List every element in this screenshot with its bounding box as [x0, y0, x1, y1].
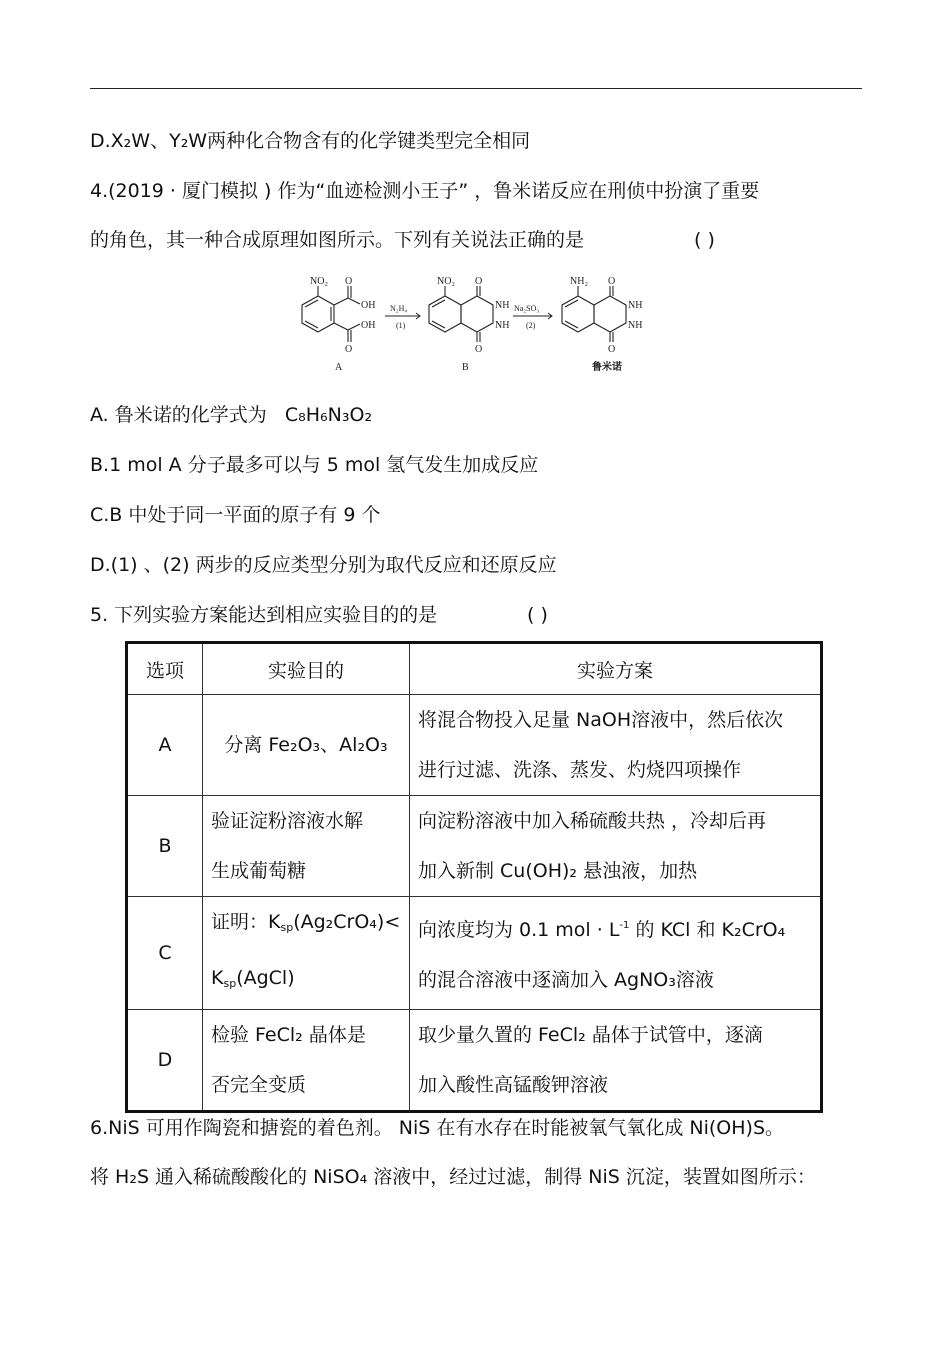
row-plan [410, 695, 822, 796]
question-4-line-1: 4.(2019 · 厦门模拟 ) 作为“血迹检测小王子” ，鲁米诺反应在刑侦中扮演了重要 [90, 180, 760, 202]
row-plan-line: 加入酸性高锰酸钾溶液 [418, 1074, 609, 1096]
luminol-o-top-label: O [608, 276, 616, 287]
row-purpose [203, 1010, 410, 1112]
row-option: C [127, 897, 203, 1010]
a-no2-label: NO₂ [310, 276, 328, 287]
b-nh-top-label: NH [495, 300, 510, 311]
molecule-b [429, 286, 493, 342]
row-plan [410, 796, 822, 897]
label-a: A [335, 362, 343, 373]
option-b: B.1 mol A 分子最多可以与 5 mol 氢气发生加成反应 [90, 454, 539, 476]
row-purpose-line: 生成葡萄糖 [211, 860, 307, 882]
concentration-text: 向浓度均为 0.1 mol · L [418, 919, 620, 941]
row-plan [410, 897, 822, 1010]
header-option: 选项 [127, 643, 203, 695]
row-purpose-line: 否完全变质 [211, 1074, 307, 1096]
table-header-row [127, 643, 822, 695]
a-o-top-label: O [345, 276, 353, 287]
luminol-o-bottom-label: O [608, 344, 616, 355]
question-4-answer-blank: ( ) [694, 229, 715, 251]
a-o-bottom-label: O [345, 344, 353, 355]
table-row [127, 897, 822, 1010]
molecule-a [302, 286, 360, 342]
row-plan-line: 进行过滤、洗涤、蒸发、灼烧四项操作 [418, 759, 742, 781]
question-6-line-1: 6.NiS 可用作陶瓷和搪瓷的着色剂。 NiS 在有水存在时能被氧气氧化成 Ni(OH)S。 [90, 1117, 785, 1139]
option-a [90, 403, 372, 427]
table-row [127, 1010, 822, 1112]
synthesis-scheme [290, 270, 660, 378]
table-row [127, 796, 822, 897]
a-oh-top-label: OH [361, 300, 376, 311]
experiment-table [125, 641, 823, 1113]
row-purpose-line [211, 953, 401, 1009]
row-purpose-line: 检验 FeCl₂ 晶体是 [211, 1024, 366, 1046]
header-plan: 实验方案 [410, 643, 822, 695]
reagent-2: Na₂SO₃ [514, 304, 540, 313]
option-d: D.(1) 、(2) 两步的反应类型分别为取代反应和还原反应 [90, 554, 557, 576]
step-1: (1) [396, 321, 406, 330]
row-purpose [203, 796, 410, 897]
row-option: A [127, 695, 203, 796]
row-option: B [127, 796, 203, 897]
reaction-arrow-1 [385, 313, 420, 319]
option-a-text: A. 鲁米诺的化学式为 [90, 404, 267, 426]
row-purpose-line: 验证淀粉溶液水解 [211, 810, 364, 832]
luminol-nh-bottom-label: NH [628, 320, 643, 331]
row-plan-line: 加入新制 Cu(OH)₂ 悬浊液，加热 [418, 860, 698, 882]
ksp-subscript: sp [223, 977, 237, 990]
ksp-label: 证明：K [211, 911, 281, 933]
label-b: B [462, 362, 469, 373]
b-nh-bottom-label: NH [495, 320, 510, 331]
question-5-answer-blank: ( ) [527, 604, 548, 626]
row-purpose-line [211, 897, 401, 953]
question-4-line-2: 的角色，其一种合成原理如图所示。下列有关说法正确的是 [90, 229, 585, 251]
step-2: (2) [526, 321, 536, 330]
luminol-nh-top-label: NH [628, 300, 643, 311]
row-plan-line [418, 901, 812, 955]
ksp-ag2cro4: (Ag₂CrO₄)< [293, 911, 401, 933]
ksp-subscript: sp [280, 921, 294, 934]
question-6-line-2: 将 H₂S 通入稀硫酸酸化的 NiSO₄ 溶液中，经过过滤，制得 NiS 沉淀，装置如图所示： [90, 1166, 816, 1188]
ksp-agcl: (AgCl) [236, 967, 295, 989]
b-no2-label: NO₂ [437, 276, 455, 287]
option-c: C.B 中处于同一平面的原子有 9 个 [90, 504, 381, 526]
row-plan [410, 1010, 822, 1112]
row-option: D [127, 1010, 203, 1112]
reagent-1: N₂H₄ [390, 304, 408, 313]
unit-superscript: -1 [619, 920, 630, 931]
table-row [127, 695, 822, 796]
row-plan-line: 的混合溶液中逐滴加入 AgNO₃溶液 [418, 969, 714, 991]
option-d-previous: D.X₂W、Y₂W两种化合物含有的化学键类型完全相同 [90, 130, 531, 152]
header-rule [90, 88, 862, 89]
solution-text: 的 KCl 和 K₂CrO₄ [629, 919, 786, 941]
luminol-nh2-label: NH₂ [570, 276, 588, 287]
b-o-bottom-label: O [475, 344, 483, 355]
molecule-luminol [562, 286, 626, 342]
row-plan-line: 将混合物投入足量 NaOH溶液中，然后依次 [418, 709, 784, 731]
a-oh-bottom-label: OH [361, 320, 376, 331]
label-luminol: 鲁米诺 [592, 362, 622, 373]
question-5: 5. 下列实验方案能达到相应实验目的的是 [90, 604, 438, 626]
reaction-arrow-2 [513, 313, 552, 319]
header-purpose: 实验目的 [203, 643, 410, 695]
ksp-label: K [211, 967, 224, 989]
option-a-formula: C₈H₆N₃O₂ [284, 404, 373, 426]
row-purpose: 分离 Fe₂O₃、Al₂O₃ [203, 695, 410, 796]
row-purpose [203, 897, 410, 1010]
row-plan-line: 取少量久置的 FeCl₂ 晶体于试管中，逐滴 [418, 1024, 763, 1046]
b-o-top-label: O [475, 276, 483, 287]
row-plan-line: 向淀粉溶液中加入稀硫酸共热 ，冷却后再 [418, 810, 767, 832]
